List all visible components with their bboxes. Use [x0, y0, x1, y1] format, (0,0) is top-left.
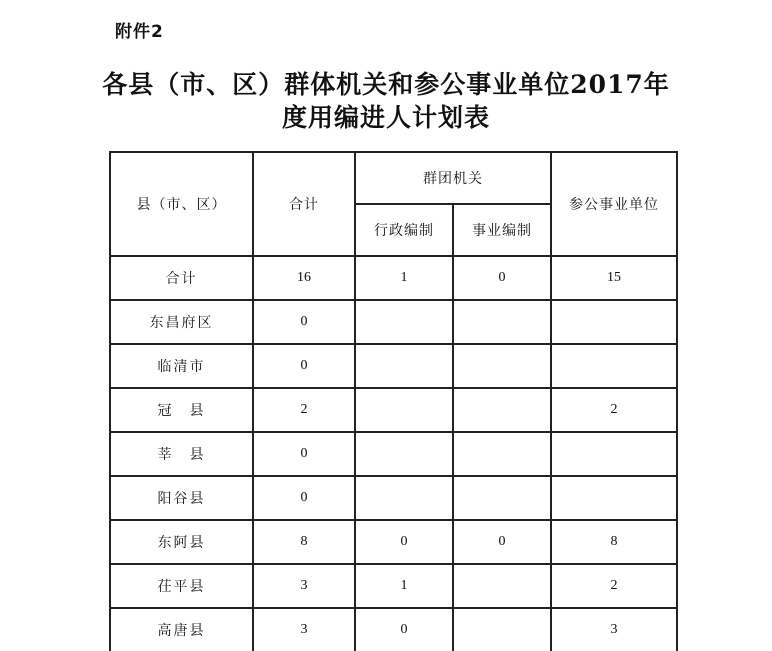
county-cell: 阳谷县 — [110, 476, 253, 520]
institution-cell — [453, 564, 551, 608]
total-cell: 3 — [253, 608, 355, 651]
county-cell: 东昌府区 — [110, 300, 253, 344]
document-title-line-2: 度用编进人计划表 — [281, 103, 490, 132]
table-row — [110, 608, 677, 651]
total-cell: 0 — [253, 432, 355, 476]
document-title-line-1: 各县（市、区）群体机关和参公事业单位2017年 — [102, 70, 670, 99]
civil-service-cell: 2 — [551, 564, 677, 608]
civil-service-cell: 15 — [551, 256, 677, 300]
institution-cell: 0 — [453, 256, 551, 300]
admin-cell — [355, 300, 453, 344]
staffing-plan-table — [109, 151, 678, 651]
institution-cell — [453, 300, 551, 344]
institution-cell — [453, 388, 551, 432]
civil-service-cell — [551, 476, 677, 520]
admin-cell — [355, 476, 453, 520]
county-cell: 茌平县 — [110, 564, 253, 608]
attachment-label: 附件2 — [115, 22, 164, 42]
county-cell: 莘 县 — [110, 432, 253, 476]
table-row — [110, 256, 677, 300]
admin-cell: 1 — [355, 256, 453, 300]
table-row — [110, 476, 677, 520]
civil-service-cell — [551, 300, 677, 344]
institution-cell: 0 — [453, 520, 551, 564]
institution-cell — [453, 608, 551, 651]
table-row — [110, 564, 677, 608]
county-cell: 合计 — [110, 256, 253, 300]
header-institution-staffing: 事业编制 — [453, 204, 551, 256]
header-group-org: 群团机关 — [355, 152, 551, 204]
header-admin-staffing: 行政编制 — [355, 204, 453, 256]
table-row — [110, 344, 677, 388]
admin-cell — [355, 432, 453, 476]
admin-cell: 1 — [355, 564, 453, 608]
total-cell: 3 — [253, 564, 355, 608]
admin-cell — [355, 388, 453, 432]
total-cell: 0 — [253, 476, 355, 520]
total-cell: 2 — [253, 388, 355, 432]
civil-service-cell: 8 — [551, 520, 677, 564]
table-body — [110, 152, 677, 651]
county-cell: 冠 县 — [110, 388, 253, 432]
county-cell: 东阿县 — [110, 520, 253, 564]
header-total: 合计 — [253, 152, 355, 256]
header-county: 县（市、区） — [110, 152, 253, 256]
total-cell: 16 — [253, 256, 355, 300]
admin-cell — [355, 344, 453, 388]
civil-service-cell: 2 — [551, 388, 677, 432]
civil-service-cell — [551, 344, 677, 388]
admin-cell: 0 — [355, 520, 453, 564]
institution-cell — [453, 432, 551, 476]
total-cell: 0 — [253, 344, 355, 388]
table-row — [110, 388, 677, 432]
total-cell: 8 — [253, 520, 355, 564]
county-cell: 临清市 — [110, 344, 253, 388]
civil-service-cell — [551, 432, 677, 476]
county-cell: 高唐县 — [110, 608, 253, 651]
civil-service-cell: 3 — [551, 608, 677, 651]
table-row — [110, 300, 677, 344]
institution-cell — [453, 344, 551, 388]
header-row-1 — [110, 152, 677, 204]
institution-cell — [453, 476, 551, 520]
admin-cell: 0 — [355, 608, 453, 651]
total-cell: 0 — [253, 300, 355, 344]
header-civil-service-units: 参公事业单位 — [551, 152, 677, 256]
table-row — [110, 520, 677, 564]
table-row — [110, 432, 677, 476]
